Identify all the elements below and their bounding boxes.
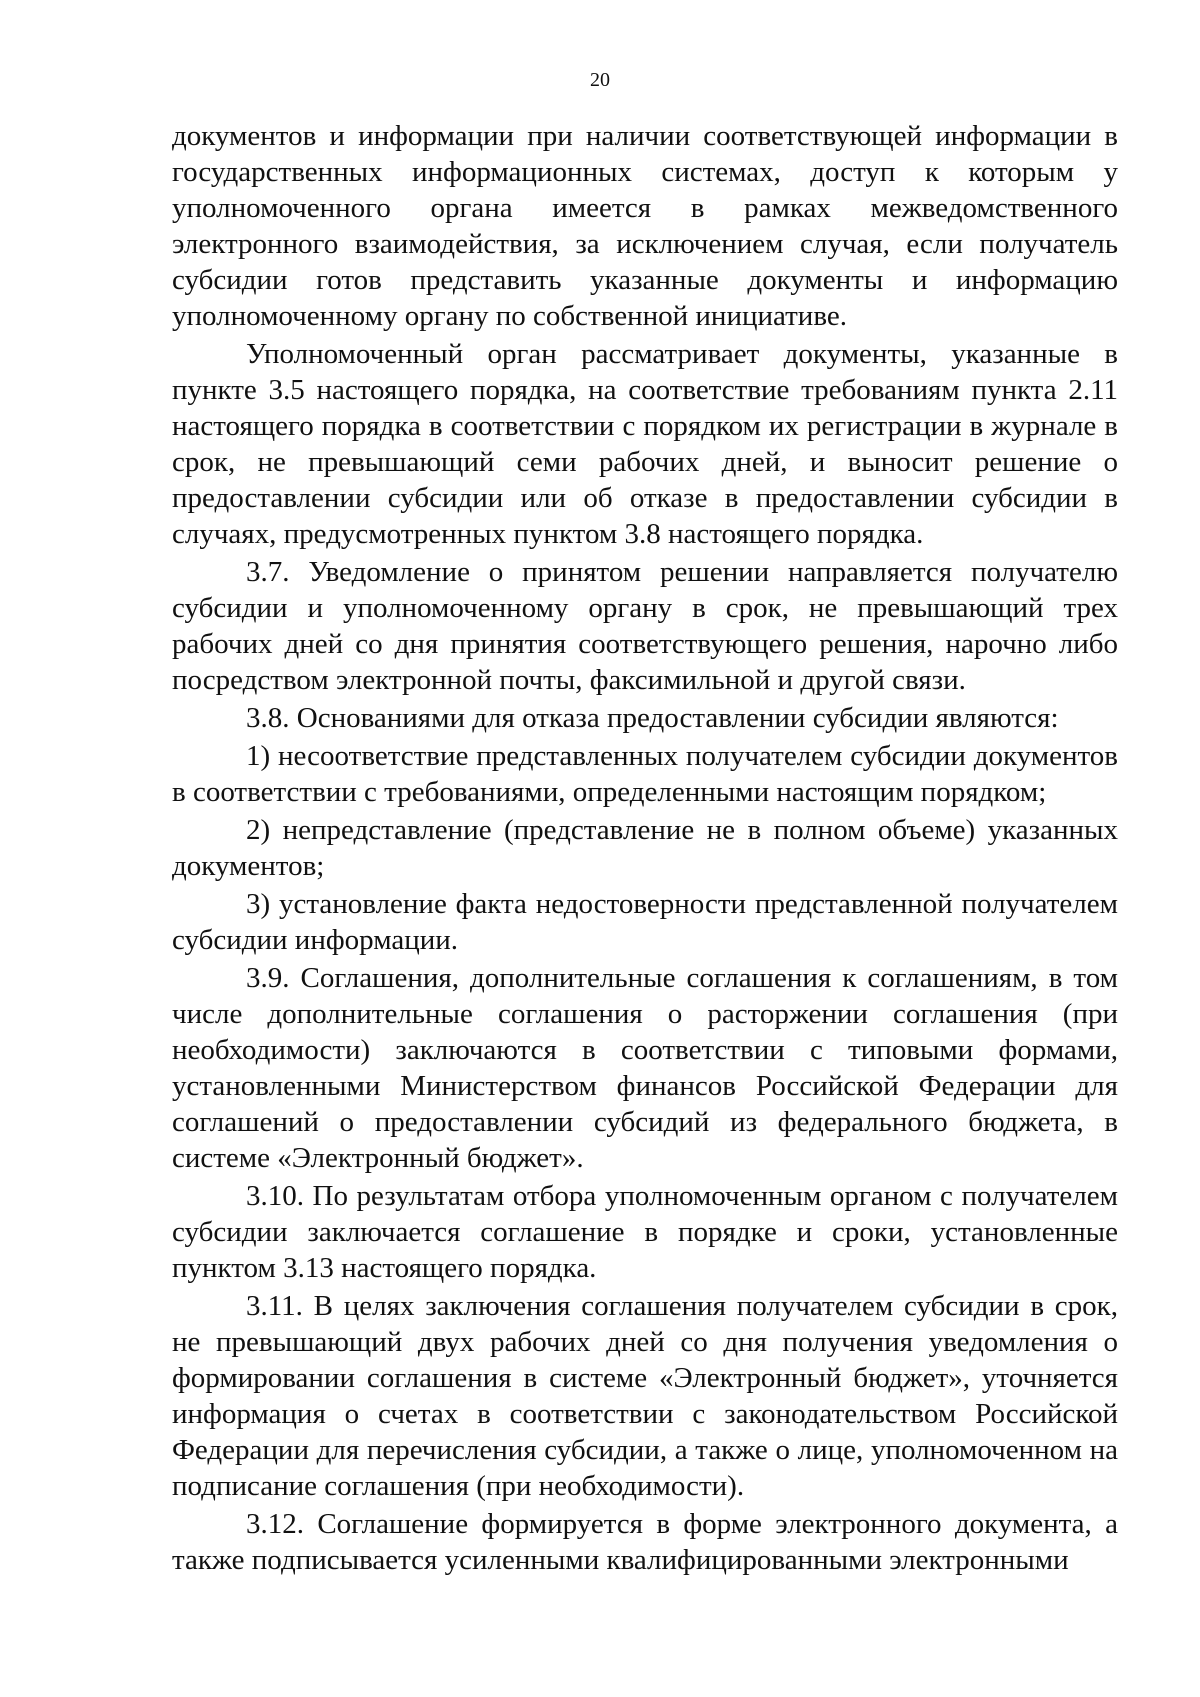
paragraph-review-procedure: Уполномоченный орган рассматривает документы, указанные в пункте 3.5 настоящего порядка, на соответствие требованиям пункта 2.11 настоящего порядка в соответствии с порядком их регистрации в журнале в срок, не превышающий семи рабочих дней, и выносит решение о предоставлении субсидии или об отказе в предоставлении субсидии в случаях, предусмотренных пунктом 3.8 настоящего порядка. (172, 338, 1118, 550)
paragraph-3-8-item-3: 3) установление факта недостоверности представленной получателем субсидии информации. (172, 888, 1118, 956)
paragraph-3-10: 3.10. По результатам отбора уполномоченным органом с получателем субсидии заключается соглашение в порядке и сроки, установленные пунктом 3.13 настоящего порядка. (172, 1180, 1118, 1284)
page-number: 20 (590, 69, 610, 91)
paragraph-3-8: 3.8. Основаниями для отказа предоставлении субсидии являются: (246, 702, 1059, 734)
paragraph-continuation: документов и информации при наличии соответствующей информации в государственных информационных системах, доступ к которым у уполномоченного органа имеется в рамках межведомственного электронного взаимодействия, за исключением случая, если получатель субсидии готов представить указанные документы и информацию уполномоченному органу по собственной инициативе. (172, 120, 1118, 332)
paragraph-3-11: 3.11. В целях заключения соглашения получателем субсидии в срок, не превышающий двух рабочих дней со дня получения уведомления о формировании соглашения в системе «Электронный бюджет», уточняется информация о счетах в соответствии с законодательством Российской Федерации для перечисления субсидии, а также о лице, уполномоченном на подписание соглашения (при необходимости). (172, 1290, 1118, 1502)
document-body (172, 118, 1118, 1580)
paragraph-3-8-item-1: 1) несоответствие представленных получателем субсидии документов в соответствии с требованиями, определенными настоящим порядком; (172, 740, 1118, 808)
paragraph-3-12: 3.12. Соглашение формируется в форме электронного документа, а также подписывается усиленными квалифицированными электронными (172, 1508, 1118, 1576)
paragraph-3-8-item-2: 2) непредставление (представление не в полном объеме) указанных документов; (172, 814, 1118, 882)
paragraph-3-7: 3.7. Уведомление о принятом решении направляется получателю субсидии и уполномоченному органу в срок, не превышающий трех рабочих дней со дня принятия соответствующего решения, нарочно либо посредством электронной почты, факсимильной и другой связи. (172, 556, 1118, 696)
paragraph-3-9: 3.9. Соглашения, дополнительные соглашения к соглашениям, в том числе дополнительные соглашения о расторжении соглашения (при необходимости) заключаются в соответствии с типовыми формами, установленными Министерством финансов Российской Федерации для соглашений о предоставлении субсидий из федерального бюджета, в системе «Электронный бюджет». (172, 962, 1118, 1174)
